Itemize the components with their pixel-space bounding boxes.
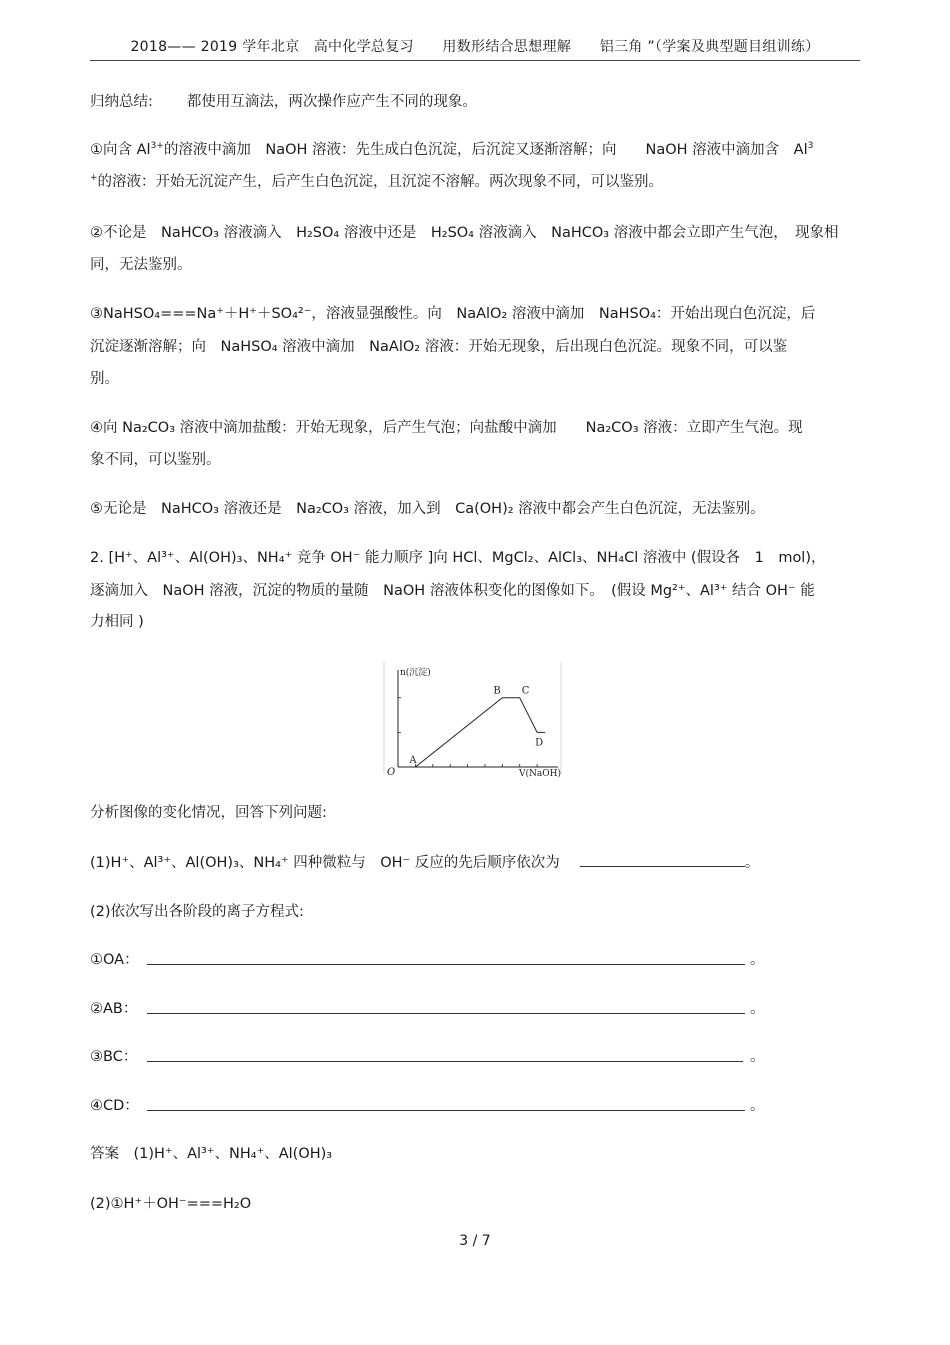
item-5-line: ⑤无论是 NaHCO₃ 溶液还是 Na₂CO₃ 溶液，加入到 Ca(OH)₂ 溶液中都会产生白色沉淀，无法鉴别。 [90, 501, 765, 517]
cd-period: 。 [750, 1098, 765, 1114]
x-axis-label: V(NaOH) [519, 769, 561, 778]
summary-text: 都使用互滴法，两次操作应产生不同的现象。 [186, 94, 477, 110]
ab-blank[interactable] [147, 1013, 745, 1014]
answer-blank-1[interactable] [580, 854, 745, 867]
point-label-b: B [493, 685, 501, 697]
summary-line [90, 92, 477, 112]
ab-label: ②AB： [90, 1001, 138, 1017]
cd-blank[interactable] [147, 1110, 745, 1111]
question-line-2: 逐滴加入 NaOH 溶液，沉淀的物质的量随 NaOH 溶液体积变化的图像如下。 (假设 Mg²⁺、Al³⁺ 结合 OH⁻ 能 [90, 583, 815, 599]
page-number: 3 / 7 [459, 1233, 491, 1249]
item-3-line-2: 沉淀逐渐溶解；向 NaHSO₄ 溶液中滴加 NaAlO₂ 溶液：开始无现象，后出现白色沉淀。现象不同，可以鉴 [90, 339, 788, 355]
origin-label: O [387, 767, 396, 778]
bc-period: 。 [750, 1049, 765, 1065]
point-label-a: A [409, 755, 417, 766]
item-2-line-2: 同，无法鉴别。 [90, 257, 192, 273]
item-1-line-1: ①向含 $Al^{3+}$的溶液中滴加 NaOH 溶液：先生成白色沉淀，后沉淀又逐渐溶解；向 NaOH 溶液中滴加含 Al$^3$ [90, 141, 814, 158]
question-line-3: 力相同 ) [90, 614, 144, 630]
analyze-line: 分析图像的变化情况，回答下列问题: [90, 805, 327, 821]
question-line-1: 2. [H⁺、Al³⁺、Al(OH)₃、NH₄⁺ 竞争 OH⁻ 能力顺序 ]向 HCl、MgCl₂、AlCl₃、NH₄Cl 溶液中 (假设各 1 mol)， [90, 550, 826, 566]
answer-line-2: (2)①H⁺＋OH⁻===H₂O [90, 1196, 252, 1212]
oa-label: ①OA： [90, 952, 139, 968]
oa-blank[interactable] [147, 964, 745, 965]
answer-line-1: 答案 (1)H⁺、Al³⁺、NH₄⁺、Al(OH)₃ [90, 1146, 333, 1162]
precipitate-chart [380, 660, 565, 778]
point-label-d: D [535, 737, 544, 749]
item-4-line-1: ④向 Na₂CO₃ 溶液中滴加盐酸：开始无现象，后产生气泡；向盐酸中滴加 Na₂CO₃ 溶液：立即产生气泡。现 [90, 420, 803, 436]
item-3-line-1: ③NaHSO₄===Na⁺＋H⁺＋SO₄²⁻，溶液显强酸性。向 NaAlO₂ 溶液中滴加 NaHSO₄：开始出现白色沉淀，后 [90, 306, 816, 322]
point-label-c: C [521, 685, 530, 697]
item-1-line-2: +的溶液：开始无沉淀产生，后产生白色沉淀，且沉淀不溶解。两次现象不同，可以鉴别。 [90, 173, 664, 190]
chart-svg [380, 660, 565, 778]
part-2-line: (2)依次写出各阶段的离子方程式: [90, 904, 304, 920]
page-header: 2018—— 2019 学年北京 高中化学总复习 用数形结合思想理解 铝三角 ”（学案及典型题目组训练） [130, 39, 820, 55]
item-4-line-2: 象不同，可以鉴别。 [90, 452, 221, 468]
oa-period: 。 [750, 952, 765, 968]
bc-blank[interactable] [147, 1061, 743, 1062]
y-axis-label: n(沉淀) [400, 668, 431, 678]
cd-label: ④CD： [90, 1098, 139, 1114]
item-2-line-1: ②不论是 NaHCO₃ 溶液滴入 H₂SO₄ 溶液中还是 H₂SO₄ 溶液滴入 NaHCO₃ 溶液中都会立即产生气泡， 现象相 [90, 225, 839, 241]
summary-lead: 归纳总结: [90, 94, 153, 110]
bc-label: ③BC： [90, 1049, 138, 1065]
part-1-line: (1)H⁺、Al³⁺、Al(OH)₃、NH₄⁺ 四种微粒与 OH⁻ 反应的先后顺序依次为 。 [90, 855, 760, 871]
item-3-line-3: 别。 [90, 371, 119, 387]
ab-period: 。 [750, 1001, 765, 1017]
header-rule [90, 60, 860, 61]
